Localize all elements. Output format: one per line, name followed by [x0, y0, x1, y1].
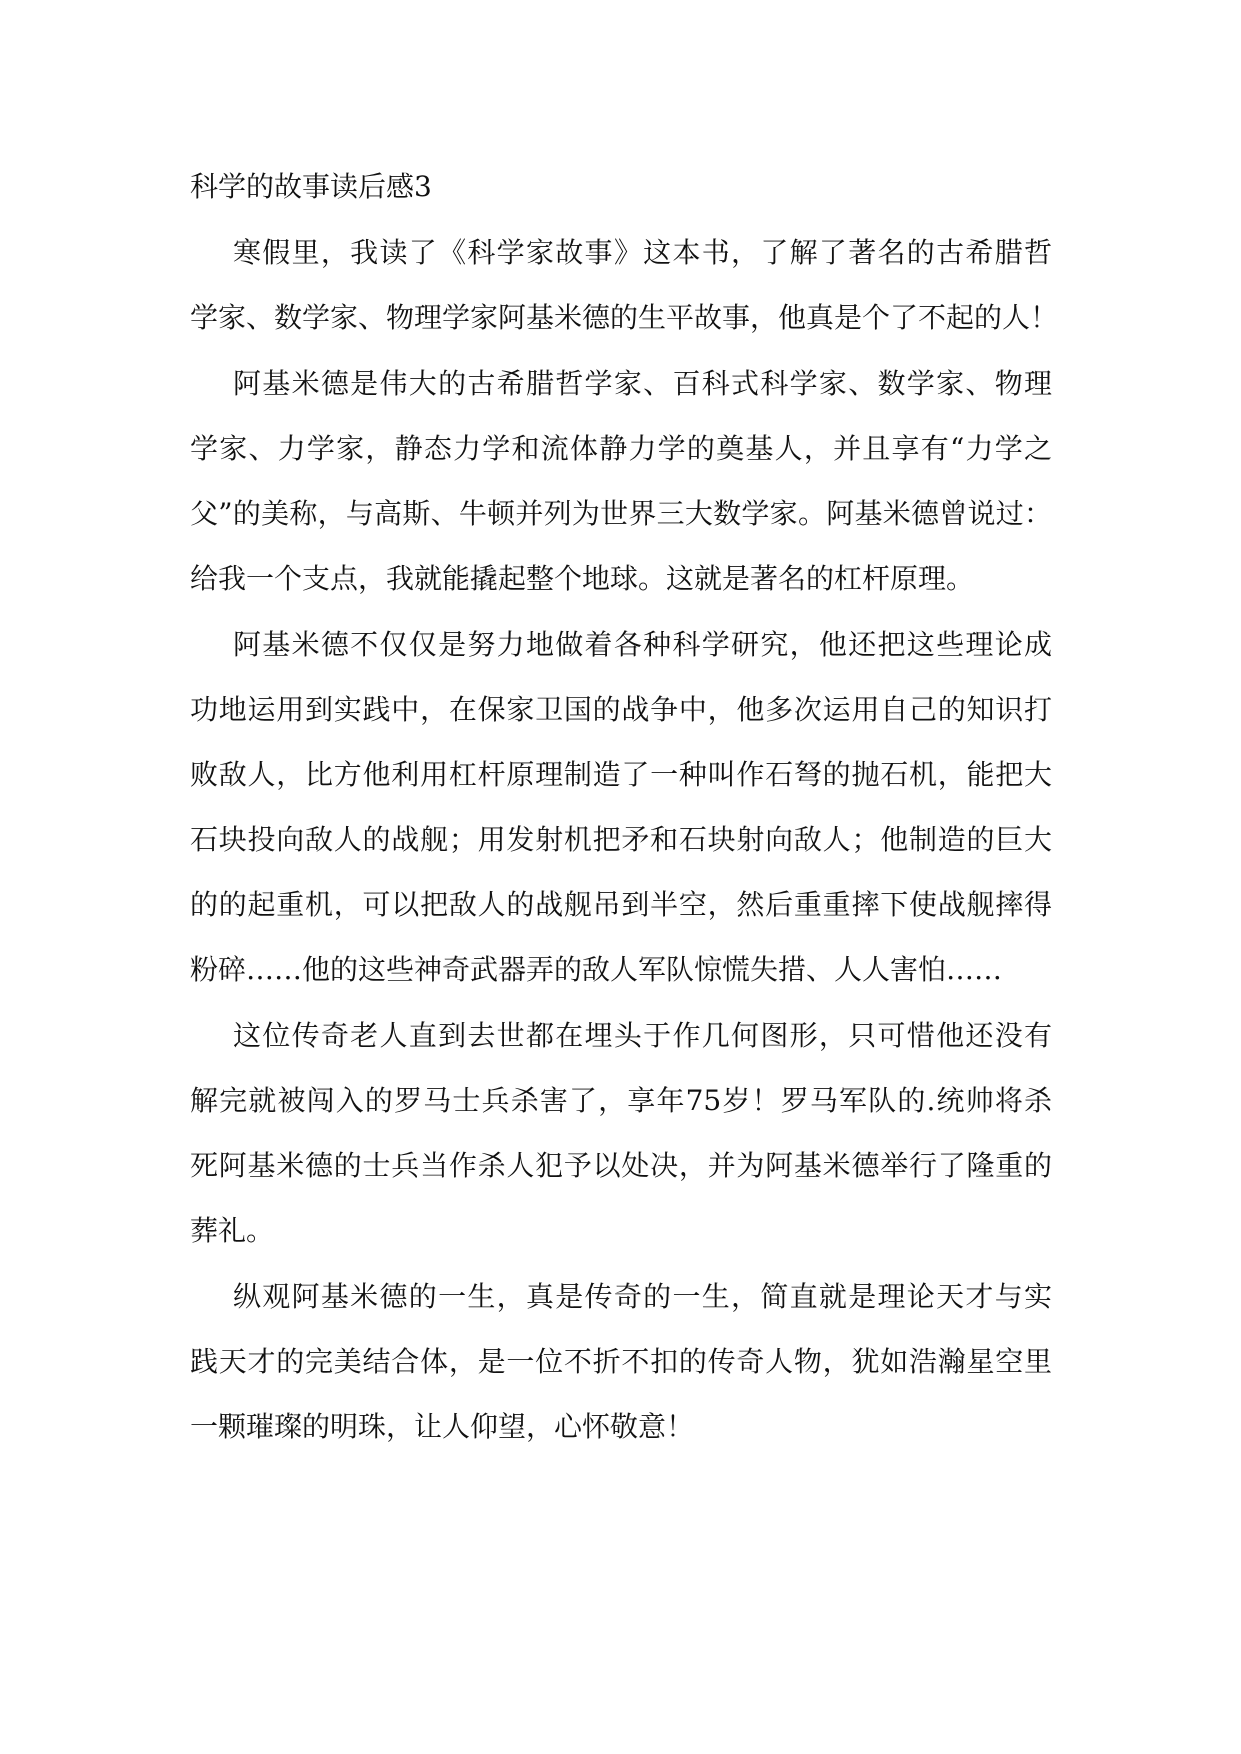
- text-line: 这位传奇老人直到去世都在埋头于作几何图形，只可惜他还没有: [233, 1019, 1052, 1052]
- text-line: 践天才的完美结合体，是一位不折不扣的传奇人物，犹如浩瀚星空里: [190, 1345, 1052, 1378]
- text-line: 纵观阿基米德的一生，真是传奇的一生，简直就是理论天才与实: [233, 1280, 1052, 1313]
- document-title: 科学的故事读后感3: [190, 170, 432, 203]
- text-line: 的的起重机，可以把敌人的战舰吊到半空，然后重重摔下使战舰摔得: [190, 888, 1052, 921]
- text-line: 阿基米德不仅仅是努力地做着各种科学研究，他还把这些理论成: [233, 628, 1052, 661]
- text-line: 父”的美称，与高斯、牛顿并列为世界三大数学家。阿基米德曾说过：: [190, 497, 1052, 530]
- text-line: 解完就被闯入的罗马士兵杀害了，享年75岁！罗马军队的.统帅将杀: [190, 1084, 1052, 1117]
- text-line: 一颗璀璨的明珠，让人仰望，心怀敬意！: [190, 1410, 695, 1443]
- text-line: 葬礼。: [190, 1214, 275, 1247]
- text-line: 石块投向敌人的战舰；用发射机把矛和石块射向敌人；他制造的巨大: [190, 823, 1052, 856]
- text-line: 学家、数学家、物理学家阿基米德的生平故事，他真是个了不起的人！: [190, 301, 1059, 334]
- text-line: 死阿基米德的士兵当作杀人犯予以处决，并为阿基米德举行了隆重的: [190, 1149, 1052, 1182]
- text-line: 寒假里，我读了《科学家故事》这本书，了解了著名的古希腊哲: [233, 236, 1052, 269]
- text-line: 学家、力学家，静态力学和流体静力学的奠基人，并且享有“力学之: [190, 432, 1052, 465]
- text-line: 阿基米德是伟大的古希腊哲学家、百科式科学家、数学家、物理: [233, 367, 1052, 400]
- text-line: 粉碎……他的这些神奇武器弄的敌人军队惊慌失措、人人害怕……: [190, 953, 1003, 986]
- text-line: 给我一个支点，我就能撬起整个地球。这就是著名的杠杆原理。: [190, 562, 975, 595]
- text-line: 败敌人，比方他利用杠杆原理制造了一种叫作石弩的抛石机，能把大: [190, 758, 1052, 791]
- text-line: 功地运用到实践中，在保家卫国的战争中，他多次运用自己的知识打: [190, 693, 1052, 726]
